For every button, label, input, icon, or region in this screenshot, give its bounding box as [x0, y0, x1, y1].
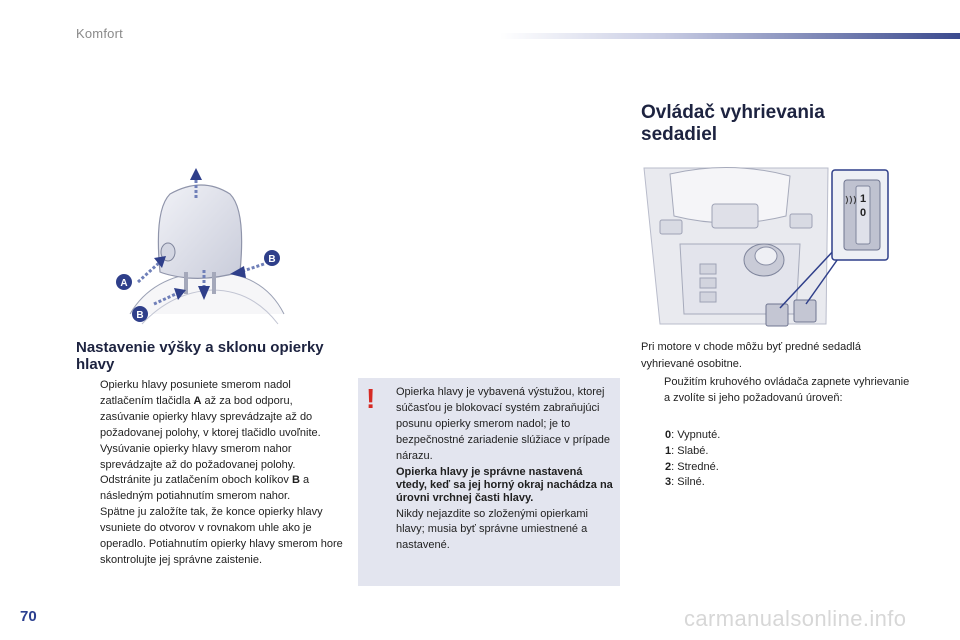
section-title: Komfort [76, 26, 123, 41]
heating-level-item: 3: Silné. [665, 476, 705, 489]
headrest-heading: Nastavenie výšky a sklonu opierky hlavy [76, 339, 324, 373]
warning-box [358, 378, 620, 586]
instruction-item: Vysúvanie opierky hlavy smerom nahor sprevádzajte až do požadovanej polohy. [100, 442, 296, 471]
seat-heating-intro: Pri motore v chode môžu byť predné sedadlá vyhrievané osobitne. [641, 341, 861, 370]
headrest-illustration [112, 164, 290, 328]
callout-b-top: B [268, 254, 276, 265]
watermark: carmanualsonline.info [684, 606, 907, 631]
heating-levels-list [665, 428, 905, 491]
warning-text: Opierka hlavy je vybavená výstužou, ktorej súčasťou je blokovací systém zabraňujúci posunu opierky smerom nadol; je to bezpečnostné zariadenie slúžiace v prípade nárazu. Opierka hlavy je správne nastavená vtedy, keď sa jej horný okraj nachádza na úrovni vrchnej časti hlavy. Nikdy nejazdite so zloženými opierkami hlavy; musia byť správne umiestnené a nastavené. [396, 386, 613, 552]
header-gradient-bar [500, 33, 960, 39]
headrest-instructions [80, 378, 344, 569]
dial-level-zero: 0 [859, 207, 867, 219]
warning-exclamation-icon: ! [366, 383, 376, 414]
page-number: 70 [20, 608, 37, 625]
seat-heating-instruction: Použitím kruhového ovládača zapnete vyhrievanie a zvolíte si jeho požadovanú úroveň: [664, 376, 910, 404]
dial-level-one: 1 [859, 193, 867, 205]
instruction-item: Opierku hlavy posuniete smerom nadol zatlačením tlačidla A až za bod odporu, zasúvanie opierky hlavy sprevádzajte až do požadovanej polohy, v ktorej tlačidlo uvoľnite. [100, 379, 321, 439]
callout-a: A [120, 278, 128, 289]
instruction-item: Spätne ju založíte tak, že konce opierky hlavy vsuniete do otvorov v rovnakom uhle ako je operadlo. Potiahnutím opierky hlavy smerom hore skontrolujte jej správne zaistenie. [100, 506, 343, 566]
heating-level-item: 0: Vypnuté. [665, 429, 721, 441]
heating-level-item: 1: Slabé. [665, 444, 709, 457]
heating-level-item: 2: Stredné. [665, 460, 719, 473]
seat-heating-console-illustration [640, 164, 890, 328]
callout-b-bottom: B [136, 310, 144, 321]
seat-heating-heading: Ovládač vyhrievania sedadiel [641, 102, 825, 145]
instruction-item: Odstránite ju zatlačením oboch kolíkov B a následným potiahnutím smerom nahor. [100, 474, 310, 503]
